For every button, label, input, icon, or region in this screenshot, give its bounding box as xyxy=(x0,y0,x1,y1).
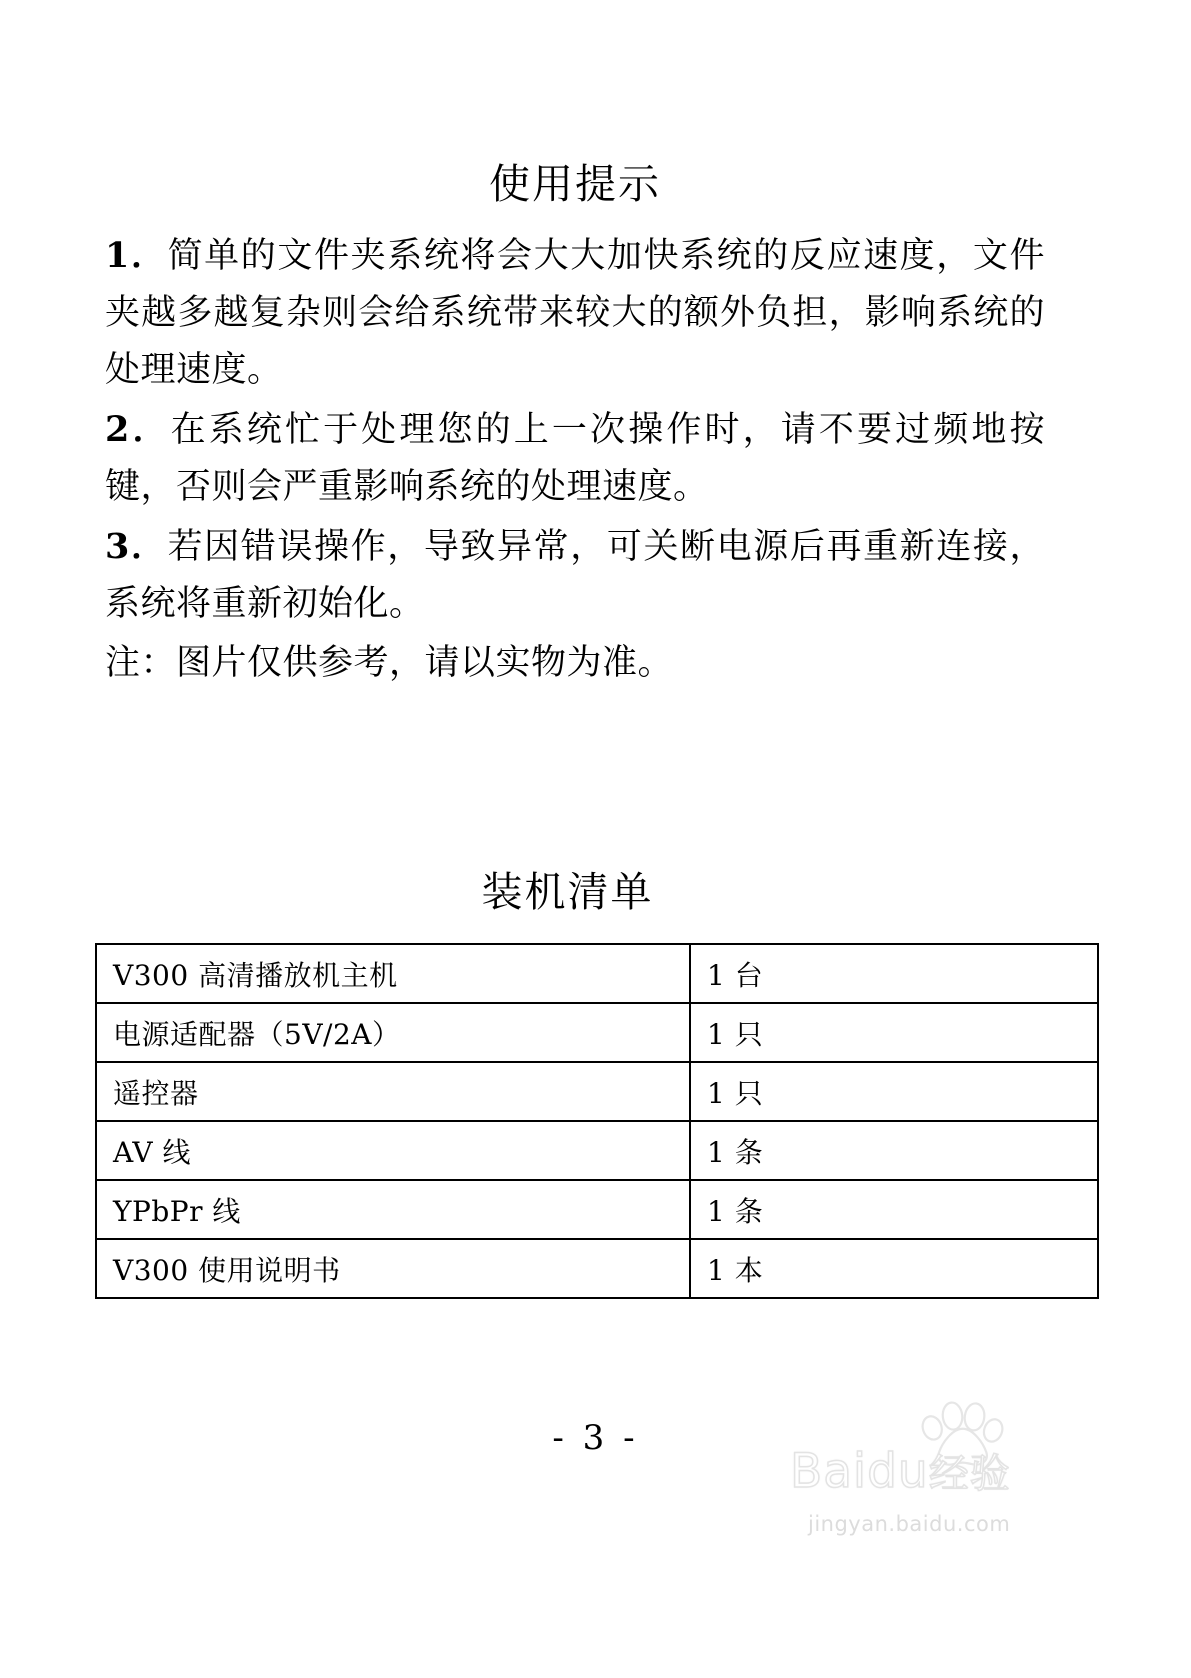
usage-tip-2-text: 在系统忙于处理您的上一次操作时，请不要过频地按键，否则会严重影响系统的处理速度。 xyxy=(105,410,1045,508)
packing-item-name: V300 使用说明书 xyxy=(96,1239,690,1298)
usage-tip-2-number: 2． xyxy=(105,409,171,451)
packing-item-name: YPbPr 线 xyxy=(96,1180,690,1239)
usage-tips-list xyxy=(105,227,1045,692)
usage-tip-1 xyxy=(105,227,1045,399)
page-number: - 3 - xyxy=(552,1418,639,1458)
table-row xyxy=(96,1239,1098,1298)
watermark-url: jingyan.baidu.com xyxy=(808,1512,1011,1536)
table-row xyxy=(96,1062,1098,1121)
packing-item-name: AV 线 xyxy=(96,1121,690,1180)
packing-item-qty: 1 条 xyxy=(690,1121,1098,1180)
packing-item-qty: 1 条 xyxy=(690,1180,1098,1239)
packing-item-qty: 1 台 xyxy=(690,944,1098,1003)
table-row xyxy=(96,1180,1098,1239)
usage-tip-3-text: 若因错误操作，导致异常，可关断电源后再重新连接，系统将重新初始化。 xyxy=(105,527,1045,625)
packing-list-table-body xyxy=(96,944,1098,1298)
packing-list-section xyxy=(95,868,1040,1299)
packing-item-qty: 1 只 xyxy=(690,1003,1098,1062)
usage-tip-1-text: 简单的文件夹系统将会大大加快系统的反应速度，文件夹越多越复杂则会给系统带来较大的额外负担，影响系统的处理速度。 xyxy=(105,236,1045,391)
packing-item-name: V300 高清播放机主机 xyxy=(96,944,690,1003)
packing-list-table xyxy=(95,943,1099,1299)
watermark-brand-cn: 经验 xyxy=(928,1451,1011,1497)
usage-tips-title: 使用提示 xyxy=(489,160,661,208)
usage-tip-1-number: 1． xyxy=(105,235,168,277)
packing-item-name: 遥控器 xyxy=(96,1062,690,1121)
usage-tips-section xyxy=(105,160,1045,727)
table-row xyxy=(96,1003,1098,1062)
packing-item-qty: 1 本 xyxy=(690,1239,1098,1298)
usage-tip-3-number: 3． xyxy=(105,526,168,568)
packing-item-name: 电源适配器（5V/2A） xyxy=(96,1003,690,1062)
usage-tip-2 xyxy=(105,401,1045,516)
usage-tip-3 xyxy=(105,518,1045,633)
packing-list-title: 装机清单 xyxy=(481,868,654,916)
table-row xyxy=(96,944,1098,1003)
usage-tips-note: 注：图片仅供参考，请以实物为准。 xyxy=(105,643,674,684)
table-row xyxy=(96,1121,1098,1180)
packing-item-qty: 1 只 xyxy=(690,1062,1098,1121)
watermark-brand-latin: Baidu xyxy=(790,1444,929,1499)
